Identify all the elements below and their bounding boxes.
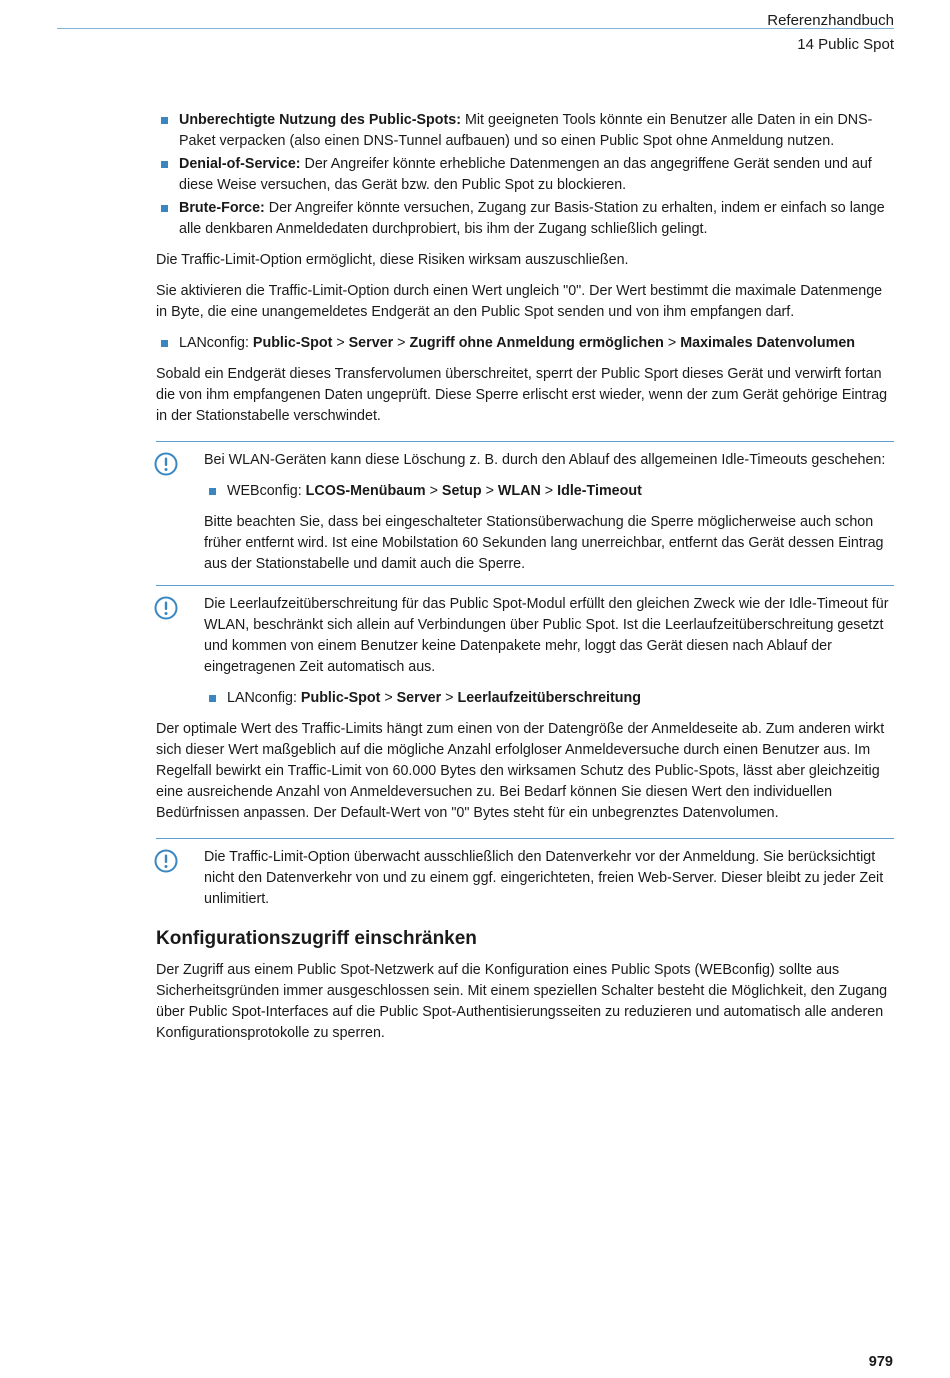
note-box — [156, 838, 894, 910]
paragraph: Sie aktivieren die Traffic-Limit-Option durch einen Wert ungleich "0". Der Wert bestimmt die maximale Datenmenge in Byte, die eine unangemeldetes Endgerät an den Public Spot senden und von ihm empfangen darf. — [156, 283, 883, 320]
exclamation-circle-icon — [154, 849, 178, 873]
note-text: Die Leerlaufzeitüberschreitung für das Public Spot-Modul erfüllt den gleichen Zweck wie der Idle-Timeout für WLAN, beschränkt sich allein auf Verbindungen über Public Spot. Ist die Leerlaufzeitüberschreitung gesetzt und kommen von einem Benutzer keine Datenpakete mehr, loggt das Gerät diesen nach Ablauf der eingetragenen Zeit automatisch aus. — [204, 596, 889, 675]
path-separator: > — [332, 335, 349, 351]
path-segment: Leerlaufzeitüberschreitung — [457, 690, 641, 706]
path-separator: > — [481, 483, 498, 499]
config-path-list — [156, 333, 894, 354]
risk-list — [156, 110, 894, 240]
path-separator: > — [540, 483, 558, 499]
list-item — [156, 154, 894, 196]
config-path — [156, 333, 894, 354]
list-item-text: Der Angreifer könnte versuchen, Zugang zur Basis-Station zu erhalten, indem er einfach so lange alle denkbaren Anmeldedaten durchprobiert, bis ihm der Zugang schließlich gelingt. — [179, 200, 885, 237]
path-segment: WLAN — [497, 483, 541, 499]
path-segment: Zugriff ohne Anmeldung ermöglichen — [409, 335, 664, 351]
main-content — [156, 110, 894, 1054]
path-segment: Public-Spot — [300, 690, 381, 706]
path-segment: Setup — [441, 483, 482, 499]
header-title: Referenzhandbuch — [767, 12, 894, 29]
paragraph: Der Zugriff aus einem Public Spot-Netzwerk auf die Konfiguration eines Public Spots (WEBconfig) sollte aus Sicherheitsgründen immer ausgeschlossen sein. Mit einem speziellen Schalter besteht die Möglichkeit, den Zugang über Public Spot-Interfaces auf die Public Spot-Authentisierungsseiten zu reduzieren und automatisch alle anderen Konfigurationsprotokolle zu sperren. — [156, 962, 888, 1041]
note-text: Die Traffic-Limit-Option überwacht ausschließlich den Datenverkehr vor der Anmeldung. Sie berücksichtigt nicht den Datenverkehr von und zu einem ggf. eingerichteten, freien Web-Server. Dieser bleibt zu jeder Zeit unlimitiert. — [204, 849, 884, 907]
path-prefix: WEBconfig: — [227, 483, 306, 499]
path-segment: Public-Spot — [252, 335, 333, 351]
list-item-text: Der Angreifer könnte erhebliche Datenmengen an das angegriffene Gerät senden und auf diese Weise versuchen, das Gerät bzw. den Public Spot zu blockieren. — [179, 156, 872, 193]
path-separator: > — [663, 335, 681, 351]
note-text: Bitte beachten Sie, dass bei eingeschalteter Stationsüberwachung die Sperre möglicherweise auch schon früher entfernt wird. Ist eine Mobilstation 60 Sekunden lang unerreichbar, entfernt das Gerät dessen Eintrag aus der Stationstabelle und damit auch die Sperre. — [204, 514, 884, 572]
list-item — [156, 198, 894, 240]
path-separator: > — [441, 690, 458, 706]
note-text: Bei WLAN-Geräten kann diese Löschung z. B. durch den Ablauf des allgemeinen Idle-Timeouts geschehen: — [204, 452, 886, 468]
list-item-text: Mit geeigneten Tools könnte ein Benutzer alle Daten in ein DNS-Paket verpacken (also einen DNS-Tunnel aufbauen) und so einen Public Spot ohne Anmeldung nutzen. — [179, 112, 873, 149]
path-segment: LCOS-Menübaum — [305, 483, 426, 499]
config-path — [204, 688, 894, 709]
path-segment: Server — [396, 690, 442, 706]
path-segment: Server — [348, 335, 394, 351]
note-box — [156, 585, 894, 709]
path-prefix: LANconfig: — [227, 690, 301, 706]
note-box — [156, 441, 894, 575]
path-separator: > — [393, 335, 410, 351]
config-path — [204, 481, 894, 502]
list-item — [156, 110, 894, 152]
section-heading: Konfigurationszugriff einschränken — [156, 928, 477, 949]
list-item-term: Unberechtigte Nutzung des Public-Spots: — [179, 112, 461, 128]
header-chapter: 14 Public Spot — [797, 36, 894, 53]
path-segment: Maximales Datenvolumen — [680, 335, 856, 351]
paragraph: Die Traffic-Limit-Option ermöglicht, diese Risiken wirksam auszuschließen. — [156, 252, 629, 268]
path-segment: Idle-Timeout — [557, 483, 642, 499]
page-number: 979 — [868, 1354, 893, 1370]
exclamation-circle-icon — [154, 596, 178, 620]
exclamation-circle-icon — [154, 452, 178, 476]
paragraph: Der optimale Wert des Traffic-Limits hängt zum einen von der Datengröße der Anmeldeseite ab. Zum anderen wirkt sich dieser Wert maßgeblich auf die mögliche Anzahl erfolgloser Anmeldeversuche durch einen Benutzer aus. Im Regelfall bewirkt ein Traffic-Limit von 60.000 Bytes den wirksamen Schutz des Public-Spots, lässt aber gleichzeitig eine ausreichende Anzahl von Anmeldeversuchen zu. Bei Bedarf können Sie diesen Wert den individuellen Bedürfnissen anpassen. Der Default-Wert von "0" Bytes steht für ein unbegrenztes Datenvolumen. — [156, 721, 885, 821]
path-separator: > — [425, 483, 442, 499]
page-header — [57, 0, 894, 55]
path-prefix: LANconfig: — [179, 335, 253, 351]
list-item-term: Denial-of-Service: — [179, 156, 301, 172]
list-item-term: Brute-Force: — [179, 200, 265, 216]
path-separator: > — [380, 690, 397, 706]
paragraph: Sobald ein Endgerät dieses Transfervolumen überschreitet, sperrt der Public Sport dieses Gerät und verwirft fortan die von ihm empfangenen Daten ungeprüft. Diese Sperre erlischt erst wieder, wenn der zum Gerät gehörige Eintrag in der Stationstabelle verschwindet. — [156, 366, 888, 424]
